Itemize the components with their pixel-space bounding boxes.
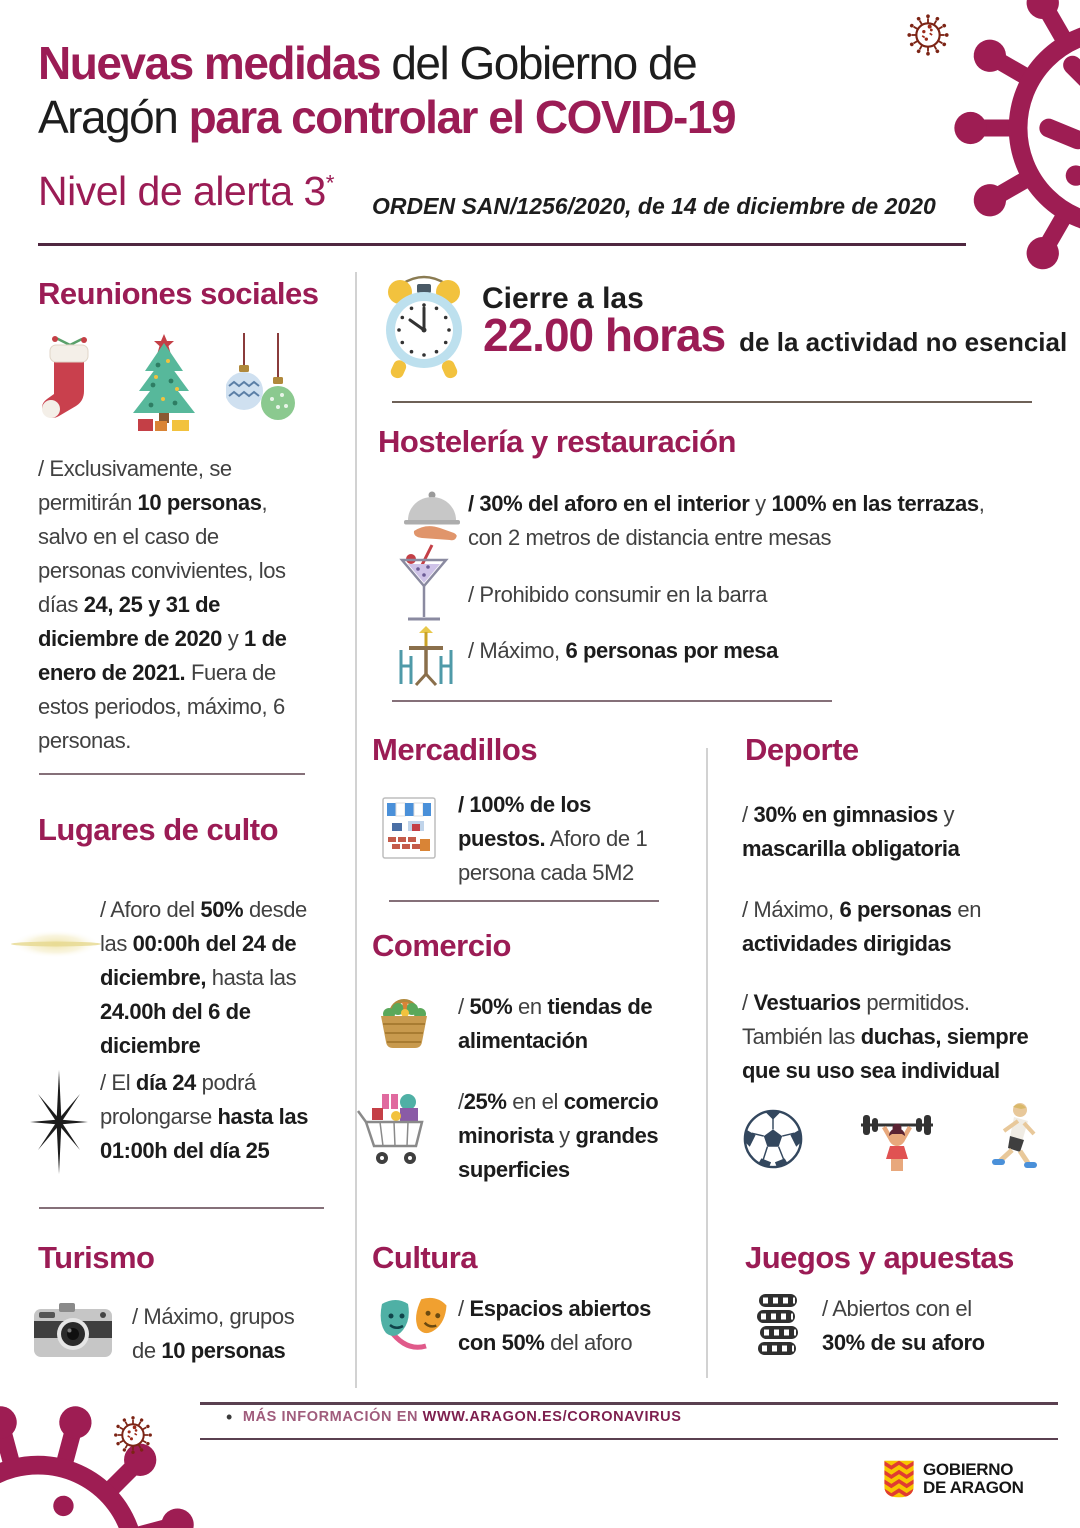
food-basket-icon (375, 990, 433, 1048)
aragon-logo (882, 1460, 1024, 1498)
mercadillos-item: / 100% de los puestos. Aforo de 1 persona cada 5M2 (458, 792, 648, 885)
candle-glow-icon (10, 912, 102, 976)
turismo-item: / Máximo, grupos de 10 personas (132, 1304, 295, 1363)
closure-intro-text: Cierre a las (482, 282, 644, 315)
weightlifter-icon (857, 1103, 937, 1175)
bullet-icon: • (226, 1407, 233, 1427)
column-divider (706, 748, 708, 1378)
cloche-icon (402, 484, 462, 548)
christmas-icons-row (40, 333, 296, 433)
sport-icons-row (742, 1102, 1042, 1176)
section-title-hosteleria: Hostelería y restauración (378, 424, 736, 459)
comercio-item: /25% en el comercio minorista y grandes superficies (458, 1089, 659, 1182)
title-line-2: Aragón para controlar el COVID-19 (38, 91, 736, 143)
footer-divider (200, 1438, 1058, 1440)
footer-divider (200, 1402, 1058, 1405)
alarm-clock-icon (372, 270, 476, 382)
section-title-deporte: Deporte (745, 732, 859, 767)
closure-time-row (483, 308, 1067, 362)
big-virus-icon (0, 1392, 208, 1528)
lugares-item: / El día 24 podrá prolongarse hasta las 01:00h del día 25 (100, 1070, 309, 1163)
order-reference: ORDEN SAN/1256/2020, de 14 de diciembre de 2020 (372, 193, 936, 219)
small-virus-icon (110, 1412, 156, 1458)
reuniones-paragraph: / Exclusivamente, se permitirán 10 personas, salvo en el caso de personas convivientes, los días 24, 25 y 31 de diciembre de 2020 y 1 de enero de 2021. Fuera de estos periodos, máximo, 6 personas. (38, 456, 287, 753)
info-url[interactable]: WWW.ARAGON.ES/CORONAVIRUS (422, 1409, 682, 1425)
lugares-item: / Aforo del 50% desde las 00:00h del 24 de diciembre, hasta las 24.00h del 6 de diciembre (100, 897, 307, 1058)
info-text: MÁS INFORMACIÓN EN (242, 1409, 423, 1425)
hosteleria-item: / Prohibido consumir en la barra (468, 582, 768, 607)
closure-time: 22.00 horas (483, 309, 726, 361)
theater-masks-icon (378, 1292, 452, 1358)
divider (389, 900, 659, 902)
market-stall-icon (382, 797, 436, 859)
column-divider (355, 272, 357, 1388)
shopping-cart-icon (356, 1088, 434, 1170)
runner-icon (990, 1102, 1042, 1176)
cocktail-icon (398, 542, 450, 628)
section-title-comercio: Comercio (372, 928, 511, 963)
closure-detail: de la actividad no esencial (739, 327, 1068, 357)
divider (392, 700, 832, 702)
ornaments-icon (226, 333, 296, 433)
camera-icon (33, 1301, 113, 1359)
logo-line-1: GOBIERNO (923, 1460, 1014, 1479)
page-title (38, 36, 735, 144)
section-title-mercadillos: Mercadillos (372, 732, 538, 767)
juegos-item: / Abiertos con el 30% de su aforo (822, 1296, 985, 1355)
header-divider (38, 243, 966, 246)
section-title-reuniones: Reuniones sociales (38, 276, 319, 311)
christmas-stocking-icon (40, 335, 102, 433)
table-chairs-icon (390, 626, 462, 688)
title-line-1: Nuevas medidas del Gobierno de (38, 37, 697, 89)
bethlehem-star-icon (24, 1070, 94, 1174)
soccer-ball-icon (742, 1108, 804, 1170)
deporte-item: / Vestuarios permitidos. También las duchas, siempre que su uso sea individual (742, 990, 1029, 1083)
deporte-item: / Máximo, 6 personas en actividades dirigidas (742, 897, 982, 956)
footer-info (226, 1409, 681, 1425)
logo-shield-icon (882, 1460, 916, 1498)
hosteleria-item: / Máximo, 6 personas por mesa (468, 638, 778, 663)
logo-text (923, 1461, 1024, 1497)
section-title-turismo: Turismo (38, 1240, 155, 1275)
section-title-cultura: Cultura (372, 1240, 477, 1275)
divider (392, 401, 1032, 403)
comercio-item: / 50% en tiendas de alimentación (458, 994, 653, 1053)
poker-chips-icon (752, 1292, 802, 1358)
deporte-item: / 30% en gimnasios y mascarilla obligatoria (742, 802, 960, 861)
christmas-tree-icon (125, 333, 203, 433)
hosteleria-item: / 30% del aforo en el interior y 100% en las terrazas, con 2 metros de distancia entre mesas (468, 491, 985, 550)
alert-level-title: Nivel de alerta 3* (38, 168, 335, 214)
divider (39, 1207, 324, 1209)
big-virus-icon (945, 0, 1080, 298)
divider (39, 773, 305, 775)
section-title-lugares: Lugares de culto (38, 812, 279, 847)
logo-line-2: DE ARAGON (923, 1478, 1024, 1497)
cultura-item: / Espacios abiertos con 50% del aforo (458, 1296, 651, 1355)
section-title-juegos: Juegos y apuestas (745, 1240, 1014, 1275)
